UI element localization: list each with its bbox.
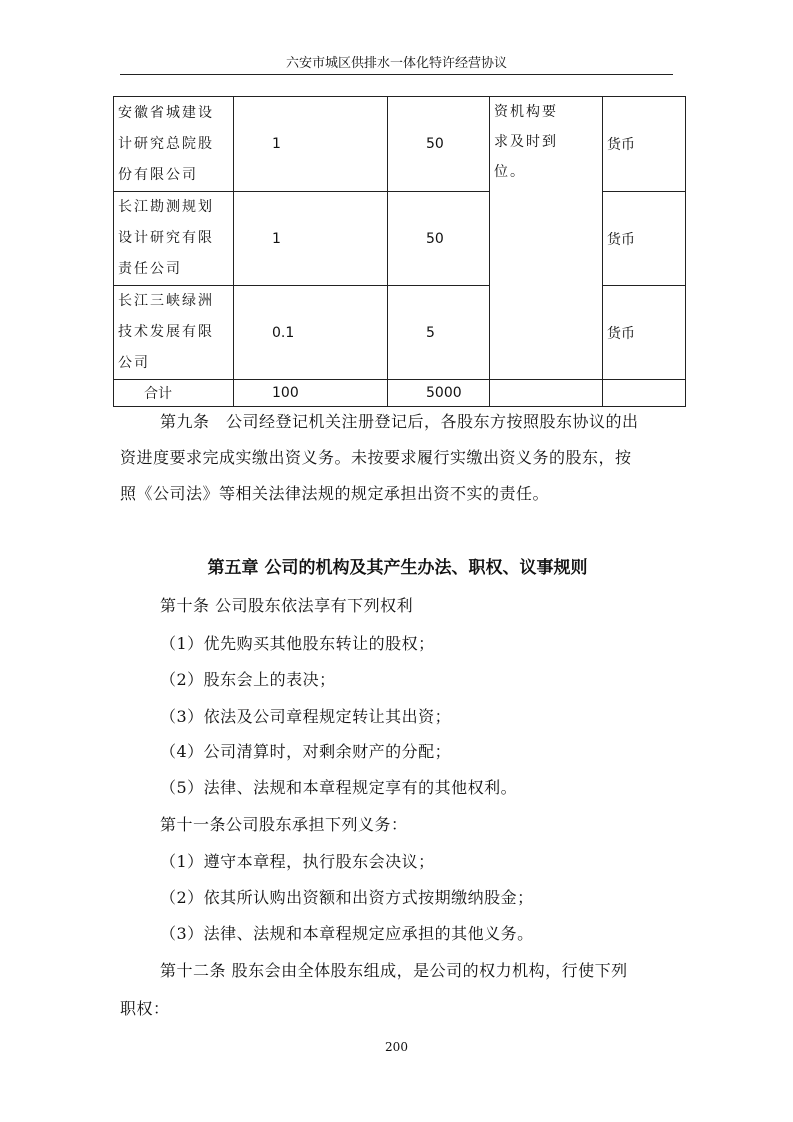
paragraph-line: 照《公司法》等相关法律法规的规定承担出资不实的责任。 <box>120 484 550 503</box>
paragraph-line: 资进度要求完成实缴出资义务。未按要求履行实缴出资义务的股东，按 <box>120 448 632 467</box>
requirement-cell <box>490 97 603 380</box>
paragraph-line: 第十二条 股东会由全体股东组成，是公司的权力机构，行使下列 <box>160 961 628 980</box>
chapter-heading: 第五章 公司的机构及其产生办法、职权、议事规则 <box>207 558 588 578</box>
company-name-line: 长江勘测规划 <box>118 199 214 215</box>
ratio-cell: 1 <box>234 192 388 286</box>
company-name-cell <box>114 286 234 380</box>
requirement-line: 资机构要 <box>494 104 558 120</box>
article-9 <box>120 404 675 512</box>
company-name-line: 技术发展有限 <box>118 324 214 340</box>
page-number: 200 <box>385 1040 408 1054</box>
total-ratio-cell: 100 <box>234 380 388 407</box>
list-item: （1）遵守本章程，执行股东会决议； <box>160 852 435 871</box>
method-cell: 货币 <box>603 192 686 286</box>
list-item: （2）依其所认购出资额和出资方式按期缴纳股金； <box>160 888 534 907</box>
table-row-total <box>114 380 686 407</box>
article-10-title: 第十条 公司股东依法享有下列权利 <box>160 596 414 615</box>
company-name-line: 安徽省城建设 <box>118 104 214 121</box>
company-name-line: 公司 <box>118 355 150 371</box>
empty-cell <box>490 380 603 407</box>
total-label-cell: 合计 <box>114 380 234 407</box>
article-11-title: 第十一条公司股东承担下列义务： <box>160 815 408 834</box>
running-header: 六安市城区供排水一体化特许经营协议 <box>285 56 507 71</box>
amount-cell: 5 <box>388 286 490 380</box>
paragraph-line: 职权： <box>120 999 170 1018</box>
requirement-line: 求及时到 <box>494 134 558 150</box>
company-name-line: 设计研究有限 <box>118 230 214 246</box>
shareholder-table <box>113 96 686 407</box>
list-item: （3）法律、法规和本章程规定应承担的其他义务。 <box>160 924 534 943</box>
company-name-line: 份有限公司 <box>118 166 198 183</box>
list-item: （1）优先购买其他股东转让的股权； <box>160 634 435 653</box>
company-name-line: 责任公司 <box>118 261 182 277</box>
method-cell: 货币 <box>603 286 686 380</box>
paragraph-line: 第九条 公司经登记机关注册登记后，各股东方按照股东协议的出 <box>160 412 639 431</box>
method-cell: 货币 <box>603 97 686 192</box>
ratio-cell: 1 <box>234 97 388 192</box>
company-name-cell <box>114 192 234 286</box>
company-name-line: 长江三峡绿洲 <box>118 293 214 309</box>
company-name-cell <box>114 97 234 192</box>
requirement-line: 位。 <box>494 164 526 180</box>
list-item: （2）股东会上的表决； <box>160 670 336 689</box>
list-item: （4）公司清算时，对剩余财产的分配； <box>160 742 452 761</box>
company-name-line: 计研究总院股 <box>118 135 214 152</box>
amount-cell: 50 <box>388 192 490 286</box>
table-row <box>114 97 686 192</box>
ratio-cell: 0.1 <box>234 286 388 380</box>
list-item: （5）法律、法规和本章程规定享有的其他权利。 <box>160 778 518 797</box>
total-amount-cell: 5000 <box>388 380 490 407</box>
list-item: （3）依法及公司章程规定转让其出资； <box>160 707 452 726</box>
article-12 <box>120 952 675 1028</box>
empty-cell <box>603 380 686 407</box>
amount-cell: 50 <box>388 97 490 192</box>
header-rule <box>120 74 673 75</box>
